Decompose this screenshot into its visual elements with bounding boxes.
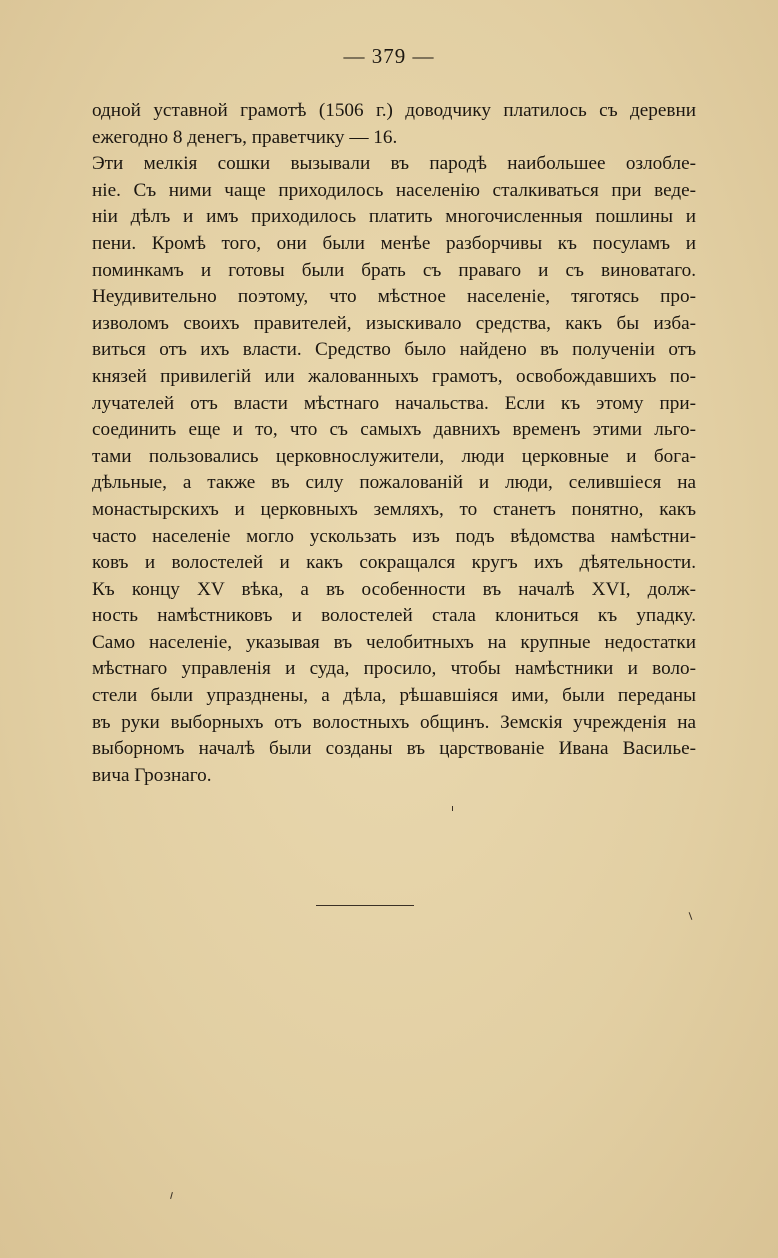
text-line: Само населеніе, указывая въ челобитныхъ на крупные недостатки — [92, 631, 696, 653]
text-line: пени. Кромѣ того, они были менѣе разборчивы къ посуламъ и — [92, 232, 696, 254]
text-line: соединить еще и то, что съ самыхъ давнихъ временъ этими льго- — [92, 419, 696, 441]
text-line: князей привилегій или жалованныхъ грамотъ, освобождавшихъ по- — [92, 365, 696, 387]
page-number: — 379 — — [343, 44, 435, 68]
text-line: виться отъ ихъ власти. Средство было найдено въ полученіи отъ — [92, 339, 696, 361]
text-line: ковъ и волостелей и какъ сокращался кругъ ихъ дѣятельности. — [92, 552, 696, 574]
text-line: ніе. Съ ними чаще приходилось населенію сталкиваться при веде- — [92, 179, 696, 201]
text-line: одной уставной грамотѣ (1506 г.) доводчику платилось съ деревни — [92, 100, 696, 121]
section-divider — [316, 905, 414, 906]
text-line: выборномъ началѣ были созданы въ царствованіе Ивана Василье- — [92, 738, 696, 760]
text-line: вича Грознаго. — [92, 764, 212, 786]
text-line: Эти мелкія сошки вызывали въ пародѣ наибольшее озлобле- — [92, 153, 696, 175]
text-line: лучателей отъ власти мѣстнаго начальства. Если къ этому при- — [92, 392, 696, 414]
paper-speck — [689, 912, 693, 920]
text-line: Неудивительно поэтому, что мѣстное населеніе, тяготясь про- — [92, 286, 696, 308]
paper-speck — [452, 806, 453, 811]
text-line: тами пользовались церковнослужители, люди церковные и бога- — [92, 445, 696, 467]
text-line: изволомъ своихъ правителей, изыскивало средства, какъ бы изба- — [92, 312, 696, 334]
text-line: стели были упразднены, а дѣла, рѣшавшіяся ими, были переданы — [92, 685, 696, 707]
body-text — [92, 98, 696, 789]
text-line: ніи дѣлъ и имъ приходилось платить многочисленныя пошлины и — [92, 206, 696, 228]
text-line: въ руки выборныхъ отъ волостныхъ общинъ. Земскія учрежденія на — [92, 711, 696, 733]
text-line: поминкамъ и готовы были брать съ праваго и съ виноватаго. — [92, 259, 696, 281]
text-line: часто населеніе могло ускользать изъ подъ вѣдомства намѣстни- — [92, 525, 696, 547]
text-line: монастырскихъ и церковныхъ земляхъ, то станетъ понятно, какъ — [92, 498, 696, 520]
text-line: ность намѣстниковъ и волостелей стала клониться къ упадку. — [92, 605, 696, 627]
text-line: ежегодно 8 денегъ, праветчику — 16. — [92, 126, 398, 148]
text-line: мѣстнаго управленія и суда, просило, чтобы намѣстники и воло- — [92, 658, 696, 680]
text-line: Къ концу XV вѣка, а въ особенности въ началѣ XVI, долж- — [92, 578, 696, 600]
paper-speck — [170, 1192, 173, 1199]
text-line: дѣльные, а также въ силу пожалованій и люди, селившіеся на — [92, 472, 696, 494]
